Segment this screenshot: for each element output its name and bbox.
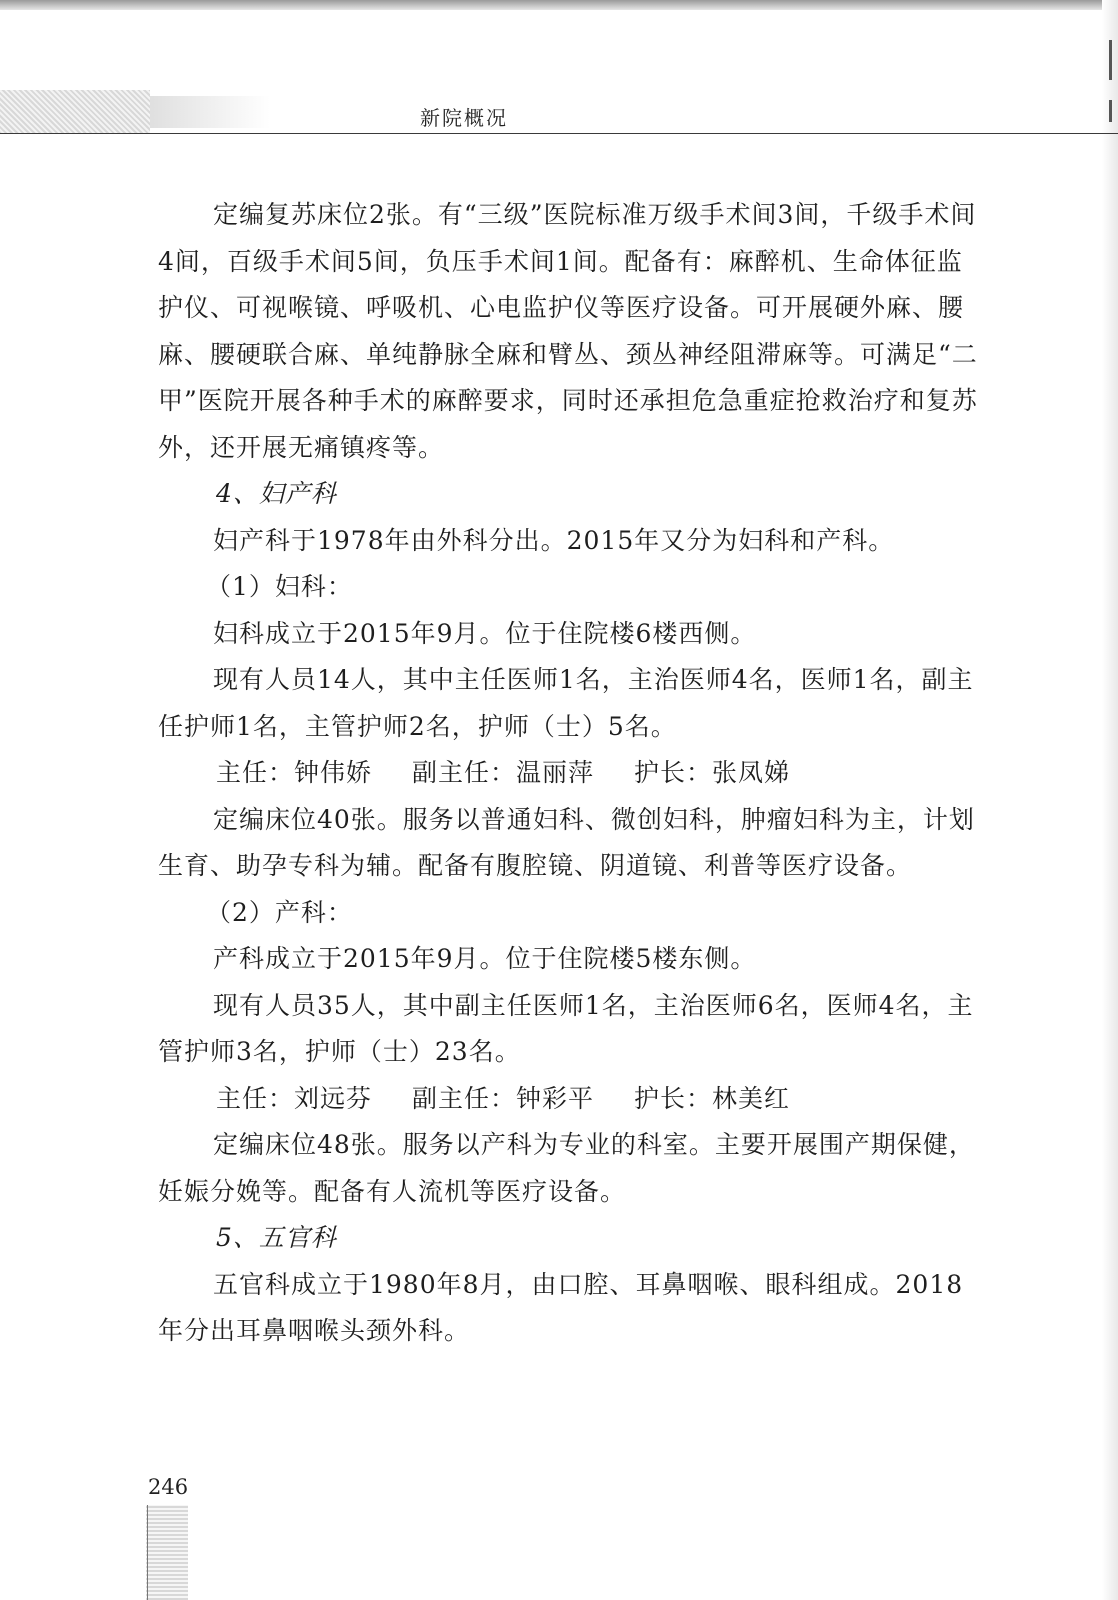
section-heading: 5、五官科 <box>216 1223 337 1252</box>
paragraph: 产科成立于2015年9月。位于住院楼5楼东侧。 <box>213 944 757 973</box>
paragraph: 定编复苏床位2张。有“三级”医院标准万级手术间3间，千级手术间4间，百级手术间5间，负压手术间1间。配备有：麻醉机、生命体征监护仪、可视喉镜、呼吸机、心电监护仪等医疗设备。可开展硬外麻、腰麻、腰硬联合麻、单纯静脉全麻和臂丛、颈丛神经阻滞麻等。可满足“二甲”医院开展各种手术的麻醉要求，同时还承担危急重症抢救治疗和复苏外，还开展无痛镇疼等。 <box>158 200 978 462</box>
director: 主任：刘远芬 <box>216 1083 373 1113</box>
scan-right-mark <box>1109 100 1112 122</box>
paragraph: 妇科成立于2015年9月。位于住院楼6楼西侧。 <box>213 618 757 648</box>
staff-line <box>158 750 988 797</box>
paragraph: 妇产科于1978年由外科分出。2015年又分为妇科和产科。 <box>213 525 895 555</box>
subsection-heading: （1）妇科： <box>206 572 353 601</box>
scan-bottom-line <box>147 1505 148 1600</box>
paragraph: 定编床位40张。服务以普通妇科、微创妇科，肿瘤妇科为主，计划生育、助孕专科为辅。配备有腹腔镜、阴道镜、利普等医疗设备。 <box>158 804 975 880</box>
scan-right-mark <box>1109 40 1112 80</box>
deputy-director: 副主任：温丽萍 <box>412 758 595 787</box>
paragraph: 现有人员35人，其中副主任医师1名，主治医师6名，医师4名，主管护师3名，护师（士）23名。 <box>158 990 974 1066</box>
scan-corner-artifact <box>0 90 150 134</box>
section-heading: 4、妇产科 <box>216 479 337 508</box>
paragraph: 定编床位48张。服务以产科为专业的科室。主要开展围产期保健，妊娠分娩等。配备有人流机等医疗设备。 <box>158 1130 975 1206</box>
header-rule <box>0 133 1118 134</box>
page-body <box>158 192 988 1355</box>
paragraph: 现有人员14人，其中主任医师1名，主治医师4名，医师1名，副主任护师1名，主管护师2名，护师（士）5名。 <box>158 665 974 741</box>
scan-top-edge <box>0 0 1118 10</box>
subsection-heading: （2）产科： <box>206 897 353 927</box>
running-header: 新院概况 <box>420 106 508 130</box>
page-number: 246 <box>148 1475 189 1499</box>
director: 主任：钟伟娇 <box>216 758 373 787</box>
deputy-director: 副主任：钟彩平 <box>412 1083 595 1113</box>
staff-line <box>158 1076 988 1123</box>
paragraph: 五官科成立于1980年8月，由口腔、耳鼻咽喉、眼科组成。2018年分出耳鼻咽喉头颈外科。 <box>158 1269 964 1345</box>
head-nurse: 护长：林美红 <box>634 1083 791 1113</box>
scan-right-edge <box>1102 0 1118 1600</box>
head-nurse: 护长：张凤娣 <box>634 758 791 787</box>
scan-corner-fade <box>150 96 270 128</box>
scan-bottom-artifact <box>146 1505 188 1600</box>
